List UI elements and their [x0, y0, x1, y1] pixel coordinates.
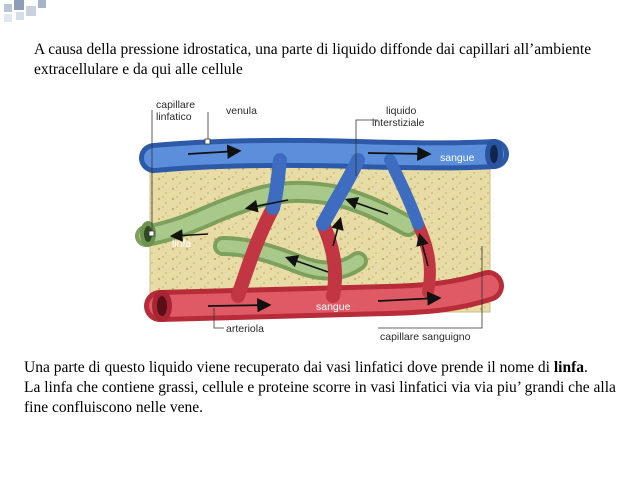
intro-text: A causa della pressione idrostatica, una parte di liquido diffonde dai capillari all’ambiente extracellulare e da qui alle cellule [34, 41, 592, 78]
paragraph-linfa [24, 358, 624, 378]
label-capillare-sanguigno: capillare sanguigno [380, 331, 471, 343]
label-sangue-venula: sangue [440, 152, 475, 164]
label-capillare-linfatico-line2: linfatico [156, 111, 192, 123]
paragraph-composition: La linfa che contiene grassi, cellule e proteine scorre in vasi linfatici via via piu’ grandi che alla fine confluiscono nelle vene. [24, 379, 616, 416]
label-linfa: linfa [172, 238, 192, 250]
label-sangue-arteriola: sangue [316, 301, 351, 313]
deco-square [4, 14, 12, 22]
deco-square [14, 0, 24, 10]
deco-square [16, 12, 24, 20]
deco-square [26, 6, 36, 16]
label-venula: venula [226, 105, 257, 117]
body-text [24, 358, 624, 418]
deco-square [4, 4, 12, 12]
label-arteriola: arteriola [226, 323, 264, 335]
term-linfa: linfa [553, 359, 585, 376]
deco-square [38, 0, 46, 8]
paragraph-linfa-start: Una parte di questo liquido viene recuperato dai vasi linfatici dove prende il nome di [24, 359, 554, 376]
lymph-capillary-diagram [128, 96, 512, 343]
paragraph-linfa-end: . [584, 359, 588, 376]
label-liquido-interstiziale-line1: liquido [386, 105, 417, 117]
slide-decoration [0, 0, 638, 22]
label-capillare-linfatico-line1: capillare [156, 99, 196, 111]
label-liquido-interstiziale-line2: interstiziale [372, 117, 425, 129]
